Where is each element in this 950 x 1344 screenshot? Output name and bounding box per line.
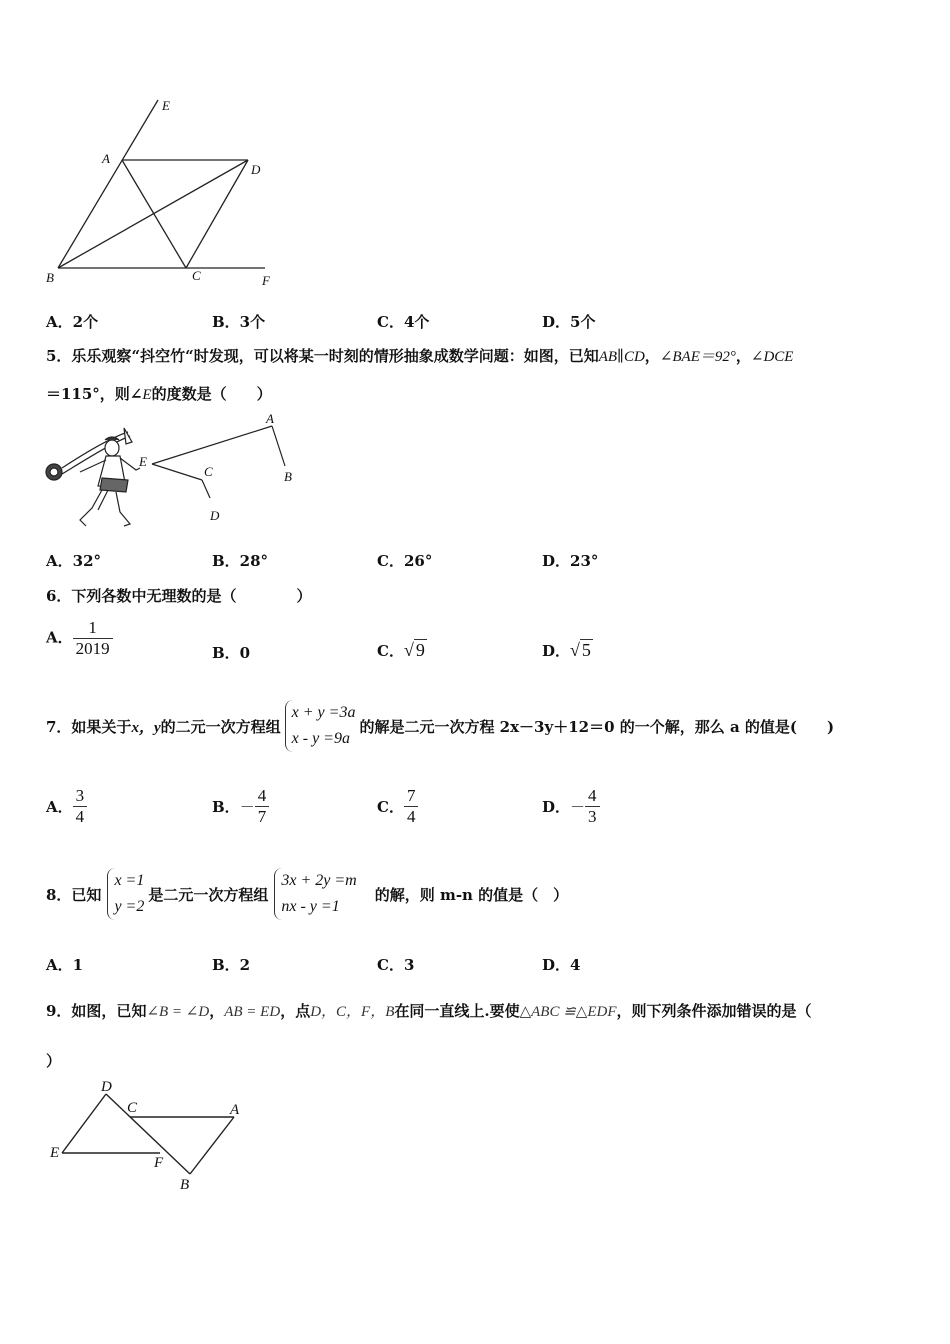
- q9-label-f: F: [154, 1155, 164, 1171]
- q7-option-d-den: 3: [585, 806, 600, 827]
- q7-option-a-label: A．: [46, 798, 73, 816]
- q9-label-e: E: [50, 1145, 60, 1161]
- q7-eq2: x - y =9a: [291, 730, 350, 747]
- sqrt-icon: √: [570, 640, 580, 660]
- q8-equation-system: [274, 868, 356, 920]
- q8-sol2: y =2: [114, 898, 145, 915]
- q9-question-line1: [46, 1000, 812, 1021]
- q5-question-line2: [46, 383, 272, 404]
- q8-eq1: 3x + 2y =m: [281, 872, 357, 889]
- q8-text-end: 的解，则 m-n 的值是（ ）: [374, 885, 569, 904]
- q4-option-b[interactable]: B．3个: [212, 313, 266, 331]
- q7-eq1: x + y =3a: [291, 704, 356, 721]
- q5-sep2: ，: [735, 347, 751, 365]
- q9-cond-angle: ∠B = ∠D: [146, 1004, 210, 1020]
- q5-option-a[interactable]: A．32°: [46, 552, 102, 570]
- q8-option-b[interactable]: B．2: [212, 956, 251, 974]
- q6-question: 6．下列各数中无理数的是（ ）: [46, 587, 312, 605]
- q5-cond-angle-dce: ∠DCE: [750, 349, 794, 365]
- q4-option-a[interactable]: A．2个: [46, 313, 99, 331]
- q6-option-c-radicand: 9: [415, 640, 425, 660]
- q8-option-d[interactable]: D．4: [542, 956, 581, 974]
- q4-label-d: D: [251, 162, 261, 177]
- q7-option-c-label: C．: [377, 798, 404, 816]
- q7-option-c-num: 7: [406, 786, 416, 805]
- q9-cond-side: AB = ED: [224, 1004, 281, 1020]
- q8-sol1: x =1: [114, 872, 145, 889]
- q7-option-b-sign: －: [239, 798, 255, 816]
- q7-text-mid: 的二元一次方程组: [160, 717, 281, 736]
- q7-equation-system: [285, 700, 356, 752]
- q7-option-d-label: D．: [542, 798, 571, 816]
- q4-label-c: C: [192, 268, 201, 283]
- q5-text-2-end: 的度数是（ ）: [151, 385, 272, 403]
- q7-option-d[interactable]: [542, 786, 600, 827]
- q5-label-c: C: [204, 464, 213, 479]
- q5-label-b: B: [284, 469, 292, 484]
- q4-option-d[interactable]: D．5个: [542, 313, 596, 331]
- q7-option-d-num: 4: [588, 786, 597, 805]
- q5-label-a: A: [266, 411, 274, 426]
- q9-sep1: ，: [209, 1002, 225, 1020]
- q4-label-e: E: [162, 98, 170, 113]
- q7-option-b-label: B．: [212, 798, 240, 816]
- q4-label-a: A: [102, 151, 110, 166]
- q7-option-a-den: 4: [73, 806, 88, 827]
- q5-question-line1: [46, 345, 793, 366]
- q6-option-a[interactable]: [46, 618, 113, 659]
- diabolo-player-illustration: [46, 428, 140, 526]
- q7-text-start: 7．如果关于: [46, 717, 132, 736]
- q5-label-d: D: [210, 508, 220, 523]
- q8-option-a[interactable]: A．1: [46, 956, 84, 974]
- q7-question: [46, 700, 834, 752]
- q6-option-a-numerator: 1: [88, 618, 97, 637]
- q5-text: 5．乐乐观察“抖空竹“时发现，可以将某一时刻的情形抽象成数学问题：如图，已知: [46, 347, 599, 365]
- q6-option-b[interactable]: B．0: [212, 644, 251, 662]
- q5-label-e: E: [139, 454, 147, 469]
- sqrt-icon: √: [403, 640, 414, 660]
- q8-text-start: 8．已知: [46, 885, 102, 904]
- q9-label-c: C: [127, 1100, 138, 1116]
- q5-figure: [40, 408, 310, 533]
- q6-option-d-label: D．: [542, 642, 571, 660]
- q9-question-line2: ）: [46, 1052, 62, 1070]
- q9-cond-congruent: △ABC ≌△EDF: [519, 1004, 617, 1020]
- q8-text-mid: 是二元一次方程组: [148, 885, 269, 904]
- q5-sep1: ，: [644, 347, 660, 365]
- q6-option-d[interactable]: [542, 640, 593, 661]
- q5-text-2: ＝115°，则∠: [46, 385, 143, 403]
- q4-label-f: F: [262, 273, 270, 288]
- q5-cond-parallel: AB∥CD: [598, 349, 645, 365]
- q5-cond-angle-bae: ∠BAE＝92°: [659, 349, 736, 365]
- q9-text-mid2: 在同一直线上.要使: [394, 1002, 520, 1020]
- q7-option-b[interactable]: [212, 786, 269, 827]
- q8-solution-system: [107, 868, 144, 920]
- q9-text-end: ，则下列条件添加错误的是（: [616, 1002, 812, 1020]
- q5-option-c[interactable]: C．26°: [377, 552, 433, 570]
- q7-option-a[interactable]: [46, 786, 87, 827]
- q9-label-b: B: [180, 1177, 190, 1193]
- q4-option-c[interactable]: C．4个: [377, 313, 430, 331]
- q5-option-d[interactable]: D．23°: [542, 552, 599, 570]
- q8-option-c[interactable]: C．3: [377, 956, 415, 974]
- q9-label-a: A: [230, 1102, 240, 1118]
- q7-text-end: 的解是二元一次方程 2x－3y＋12＝0 的一个解，那么 a 的值是( ): [359, 717, 835, 736]
- q6-option-a-label: A．: [46, 628, 73, 647]
- q9-text-start: 9．如图，已知: [46, 1002, 147, 1020]
- q7-vars: x，y: [131, 719, 161, 736]
- q7-option-c-den: 4: [404, 806, 419, 827]
- q6-option-c-label: C．: [377, 642, 404, 660]
- q8-eq2: nx - y =1: [281, 898, 340, 915]
- q4-figure: [40, 92, 290, 292]
- q7-option-d-sign: －: [570, 798, 586, 816]
- q9-text-mid: ，点: [280, 1002, 311, 1020]
- q4-label-b: B: [46, 270, 54, 285]
- q5-option-b[interactable]: B．28°: [212, 552, 269, 570]
- q7-option-a-num: 3: [75, 786, 85, 805]
- q8-question: [46, 868, 568, 920]
- q9-figure: [44, 1076, 254, 1196]
- q9-points: D，C，F，B: [310, 1004, 395, 1020]
- q7-option-c[interactable]: [377, 786, 418, 827]
- q6-option-d-radicand: 5: [581, 640, 591, 660]
- q5-var-e: E: [142, 387, 152, 403]
- q7-option-b-den: 7: [255, 806, 270, 827]
- q7-option-b-num: 4: [257, 786, 267, 805]
- q9-label-d: D: [101, 1079, 112, 1095]
- q6-option-a-denominator: 2019: [73, 638, 113, 659]
- q6-option-c[interactable]: [377, 640, 427, 661]
